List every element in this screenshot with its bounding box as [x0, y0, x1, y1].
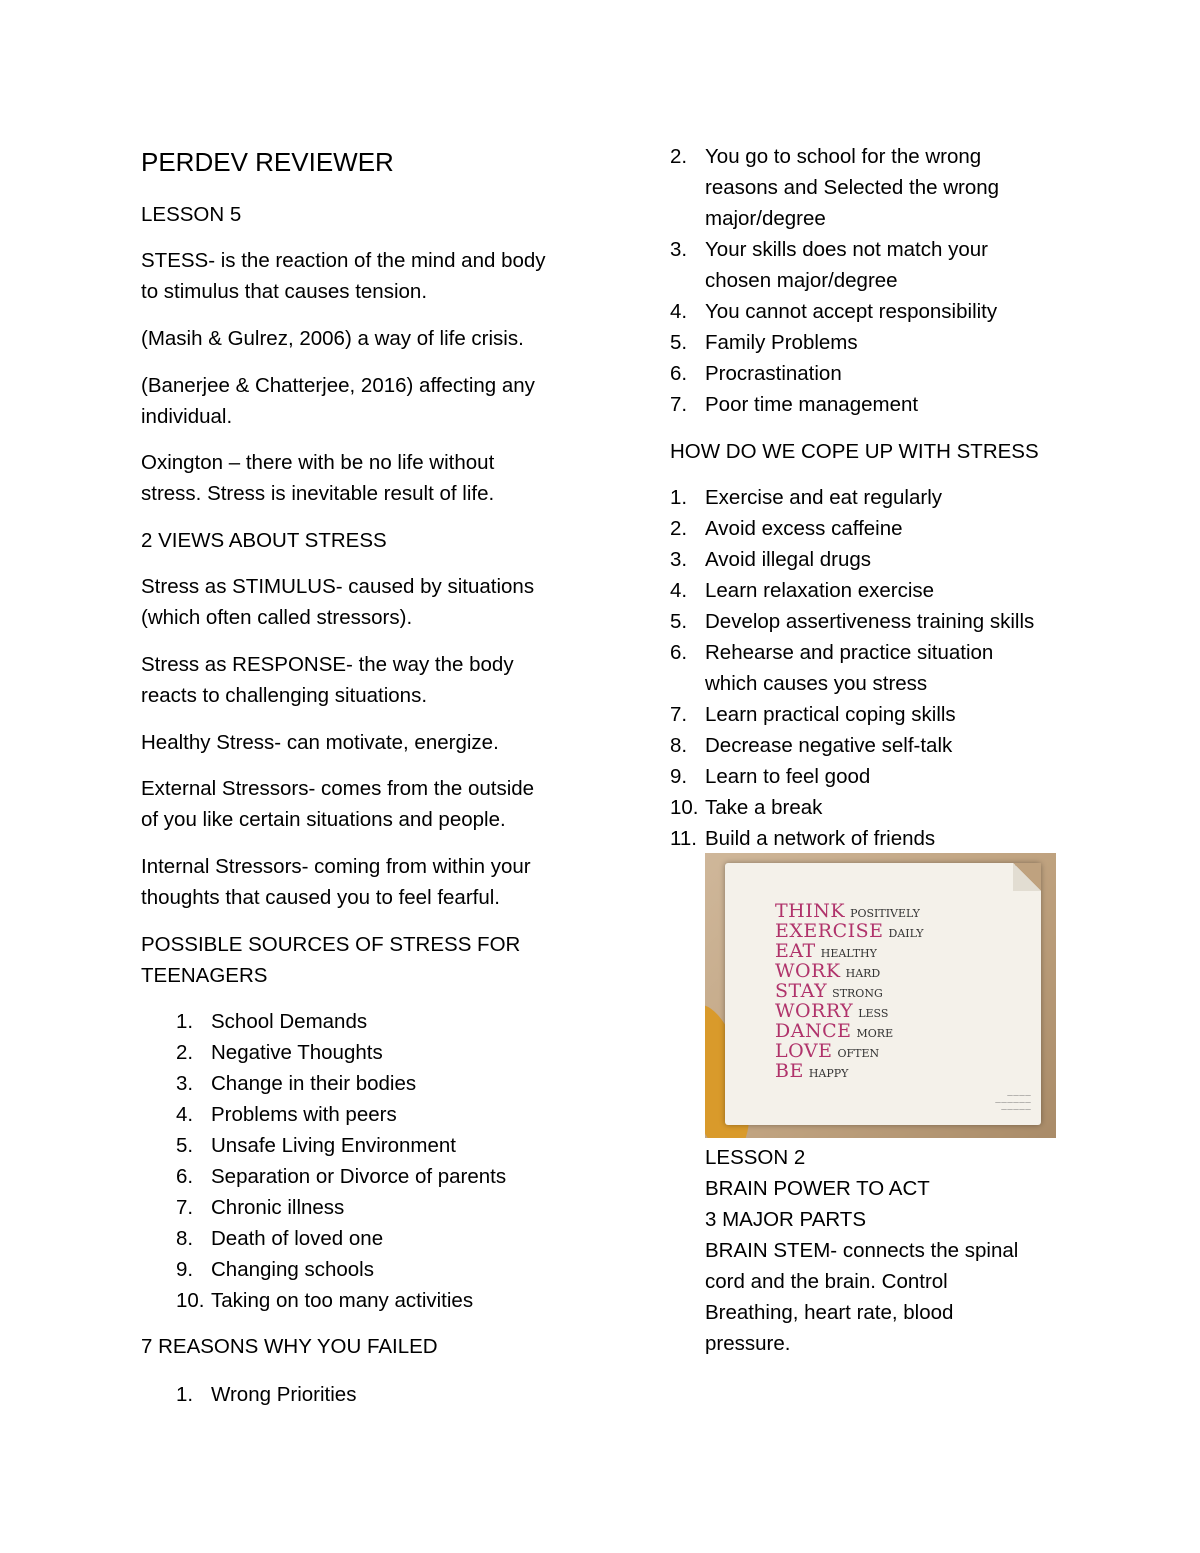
note-word: WORK — [775, 960, 841, 982]
motivational-note-image — [705, 853, 1056, 1138]
list-item — [670, 482, 1150, 513]
list-number: 2. — [176, 1041, 194, 1064]
note-word: HAPPY — [808, 1067, 849, 1080]
list-number: 7. — [176, 1196, 194, 1219]
list-number: 3. — [670, 548, 688, 571]
list-item — [176, 1254, 576, 1285]
text-line: (which often called stressors). — [141, 606, 413, 629]
list-number: 9. — [670, 765, 688, 788]
list-number: 4. — [670, 300, 688, 323]
text-line: of you like certain situations and people. — [141, 808, 506, 831]
sources-list — [176, 1006, 576, 1316]
list-item — [176, 1161, 576, 1192]
cope-list — [670, 482, 1150, 854]
list-text: Changing schools — [211, 1258, 374, 1281]
list-item — [670, 792, 1150, 823]
text-line: LESSON 2 — [705, 1146, 806, 1169]
text-line: POSSIBLE SOURCES OF STRESS FOR — [141, 933, 521, 956]
list-number: 11. — [670, 827, 697, 850]
reasons-list-start — [176, 1379, 576, 1410]
lesson-2-section — [705, 1142, 1145, 1359]
list-text: Unsafe Living Environment — [211, 1134, 456, 1157]
text-line: TEENAGERS — [141, 964, 268, 987]
list-item — [670, 358, 1150, 389]
note-line — [775, 981, 923, 1001]
list-item — [670, 699, 1150, 730]
stess-definition — [141, 245, 571, 307]
note-line — [775, 1021, 923, 1041]
list-text: Chronic illness — [211, 1196, 345, 1219]
text-line: cord and the brain. Control — [705, 1270, 948, 1293]
text-line: (Banerjee & Chatterjee, 2016) affecting any — [141, 374, 535, 397]
banerjee-citation — [141, 370, 571, 432]
note-word: EAT — [775, 940, 816, 962]
list-number: 3. — [176, 1072, 194, 1095]
list-item — [670, 823, 1150, 854]
text-line: pressure. — [705, 1332, 791, 1355]
reasons-heading: 7 REASONS WHY YOU FAILED — [141, 1335, 438, 1358]
list-item — [670, 389, 1150, 420]
list-text: You go to school for the wrong — [705, 145, 982, 168]
list-number: 2. — [670, 145, 688, 168]
list-text: Develop assertiveness training skills — [705, 610, 1035, 633]
masih-citation: (Masih & Gulrez, 2006) a way of life crisis. — [141, 327, 524, 350]
note-word: STAY — [775, 980, 828, 1002]
list-number: 5. — [670, 331, 688, 354]
list-text: Separation or Divorce of parents — [211, 1165, 507, 1188]
list-text: major/degree — [705, 207, 826, 230]
note-word: STRONG — [832, 987, 883, 1000]
list-item — [670, 575, 1150, 606]
note-word: DANCE — [775, 1020, 852, 1042]
note-word: OFTEN — [837, 1047, 880, 1060]
list-item — [670, 544, 1150, 575]
list-item — [670, 730, 1150, 761]
list-text: Build a network of friends — [705, 827, 936, 850]
note-line — [775, 1041, 923, 1061]
list-item — [176, 1099, 576, 1130]
list-text: Decrease negative self-talk — [705, 734, 953, 757]
list-item — [176, 1006, 576, 1037]
note-word: MORE — [856, 1027, 894, 1040]
reasons-list-continued — [670, 141, 1150, 420]
list-text: reasons and Selected the wrong — [705, 176, 1000, 199]
page-title: PERDEV REVIEWER — [141, 147, 394, 177]
list-number: 6. — [176, 1165, 194, 1188]
cope-heading: HOW DO WE COPE UP WITH STRESS — [670, 440, 1039, 463]
list-text: Family Problems — [705, 331, 858, 354]
note-word: WORRY — [775, 1000, 854, 1022]
note-word: DAILY — [888, 927, 924, 940]
list-number: 9. — [176, 1258, 194, 1281]
text-line: to stimulus that causes tension. — [141, 280, 428, 303]
list-number: 7. — [670, 703, 688, 726]
list-number: 1. — [670, 486, 688, 509]
oxington-quote — [141, 447, 571, 509]
note-word: BE — [775, 1060, 804, 1082]
list-item — [670, 513, 1150, 544]
list-item — [670, 296, 1150, 327]
note-lines — [775, 901, 923, 1081]
text-line: BRAIN STEM- connects the spinal — [705, 1239, 1019, 1262]
list-text: which causes you stress — [705, 672, 928, 695]
list-text: Learn relaxation exercise — [705, 579, 935, 602]
text-line: STESS- is the reaction of the mind and body — [141, 249, 546, 272]
list-text: Death of loved one — [211, 1227, 384, 1250]
list-item — [176, 1379, 576, 1410]
list-number: 8. — [670, 734, 688, 757]
text-line: Stress as STIMULUS- caused by situations — [141, 575, 535, 598]
note-line — [775, 921, 923, 941]
list-text: School Demands — [211, 1010, 368, 1033]
note-word: HEALTHY — [820, 947, 877, 960]
text-line: BRAIN POWER TO ACT — [705, 1177, 930, 1200]
list-number: 5. — [176, 1134, 194, 1157]
list-text: Wrong Priorities — [211, 1383, 357, 1406]
external-stressors — [141, 773, 571, 835]
list-number: 3. — [670, 238, 688, 261]
text-line: External Stressors- comes from the outside — [141, 777, 535, 800]
text-line: 3 MAJOR PARTS — [705, 1208, 866, 1231]
note-word: LOVE — [775, 1040, 833, 1062]
text-line: thoughts that caused you to feel fearful. — [141, 886, 500, 909]
list-item — [670, 606, 1150, 637]
list-number: 7. — [670, 393, 688, 416]
list-number: 8. — [176, 1227, 194, 1250]
list-item — [176, 1130, 576, 1161]
list-text: Procrastination — [705, 362, 842, 385]
list-text: Change in their bodies — [211, 1072, 417, 1095]
note-word: POSITIVELY — [850, 907, 920, 920]
response-paragraph — [141, 649, 571, 711]
text-line: stress. Stress is inevitable result of life. — [141, 482, 495, 505]
note-word: HARD — [845, 967, 881, 980]
list-text: Rehearse and practice situation — [705, 641, 994, 664]
list-item — [670, 761, 1150, 792]
note-line — [775, 941, 923, 961]
list-number: 4. — [670, 579, 688, 602]
list-item — [176, 1068, 576, 1099]
note-line — [775, 961, 923, 981]
list-item — [176, 1192, 576, 1223]
note-word: LESS — [858, 1007, 889, 1020]
text-line: Oxington – there with be no life without — [141, 451, 495, 474]
list-text: Poor time management — [705, 393, 919, 416]
list-item — [670, 234, 1150, 296]
note-line — [775, 1061, 923, 1081]
text-line: Stress as RESPONSE- the way the body — [141, 653, 514, 676]
list-number: 1. — [176, 1383, 194, 1406]
list-text: You cannot accept responsibility — [705, 300, 998, 323]
list-text: Taking on too many activities — [211, 1289, 474, 1312]
signature-mark: ———— —————— ————— — [995, 1092, 1031, 1113]
list-text: Negative Thoughts — [211, 1041, 383, 1064]
list-number: 2. — [670, 517, 688, 540]
list-number: 5. — [670, 610, 688, 633]
list-item — [176, 1285, 576, 1316]
list-text: Problems with peers — [211, 1103, 397, 1126]
list-item — [670, 637, 1150, 699]
list-text: chosen major/degree — [705, 269, 898, 292]
text-line: individual. — [141, 405, 233, 428]
note-word: EXERCISE — [775, 920, 884, 942]
list-number: 4. — [176, 1103, 194, 1126]
list-text: Take a break — [705, 796, 823, 819]
list-number: 10. — [176, 1289, 205, 1312]
lesson-label: LESSON 5 — [141, 203, 242, 226]
list-text: Exercise and eat regularly — [705, 486, 943, 509]
stimulus-paragraph — [141, 571, 571, 633]
list-text: Avoid illegal drugs — [705, 548, 872, 571]
list-number: 10. — [670, 796, 699, 819]
sources-heading — [141, 929, 571, 991]
text-line: reacts to challenging situations. — [141, 684, 428, 707]
note-line — [775, 1001, 923, 1021]
list-number: 6. — [670, 362, 688, 385]
text-line: Internal Stressors- coming from within your — [141, 855, 531, 878]
list-text: Learn practical coping skills — [705, 703, 956, 726]
list-item — [670, 141, 1150, 234]
views-heading: 2 VIEWS ABOUT STRESS — [141, 529, 387, 552]
list-item — [670, 327, 1150, 358]
list-item — [176, 1037, 576, 1068]
list-item — [176, 1223, 576, 1254]
list-number: 1. — [176, 1010, 194, 1033]
list-text: Avoid excess caffeine — [705, 517, 903, 540]
list-text: Learn to feel good — [705, 765, 871, 788]
healthy-stress: Healthy Stress- can motivate, energize. — [141, 731, 499, 754]
internal-stressors — [141, 851, 571, 913]
note-paper — [725, 863, 1041, 1125]
text-line: Breathing, heart rate, blood — [705, 1301, 954, 1324]
page-curl — [1013, 863, 1041, 891]
note-line — [775, 901, 923, 921]
list-number: 6. — [670, 641, 688, 664]
list-text: Your skills does not match your — [705, 238, 988, 261]
note-word: THINK — [775, 900, 846, 922]
